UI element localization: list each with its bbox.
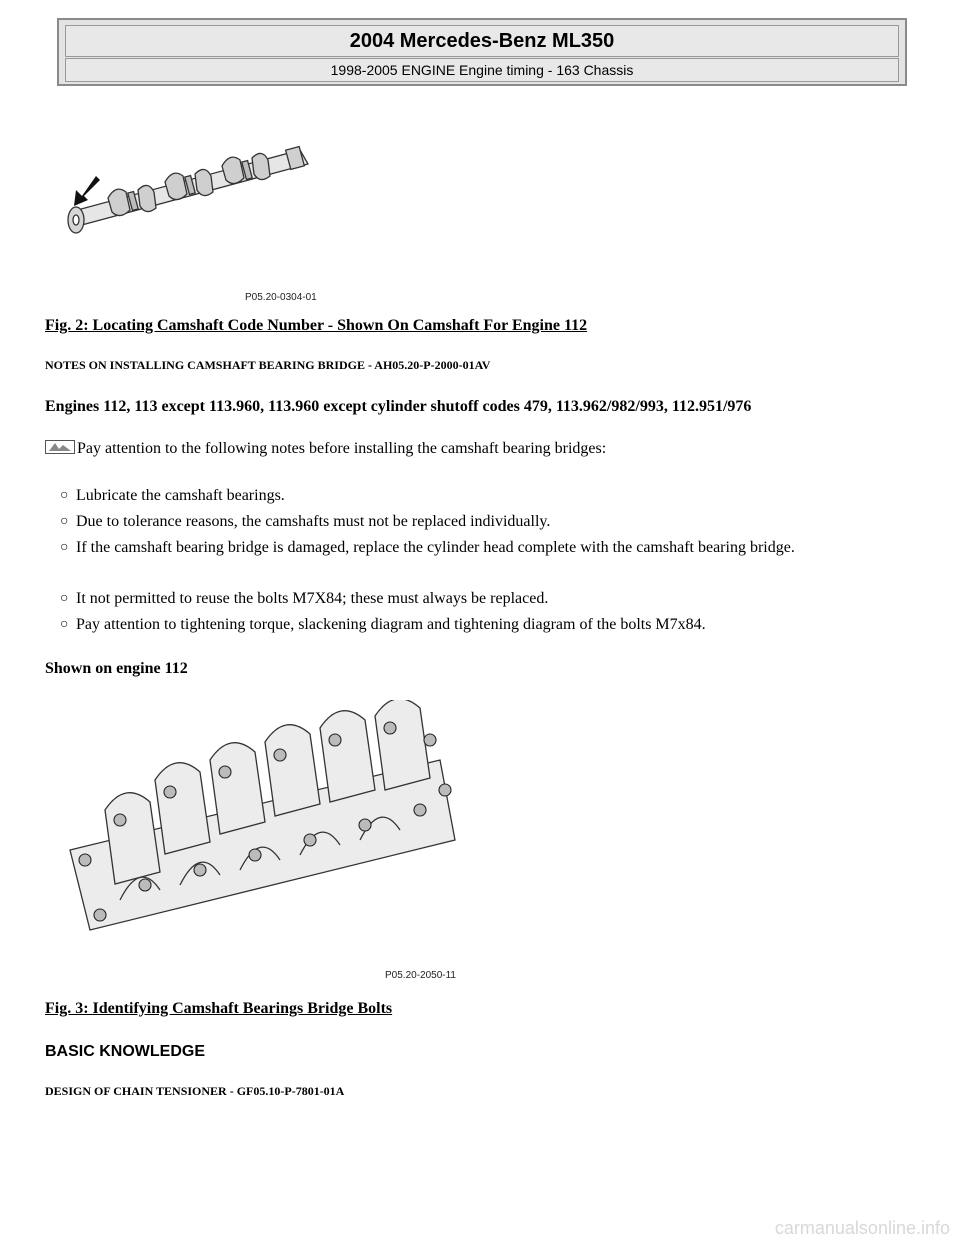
notes-heading: NOTES ON INSTALLING CAMSHAFT BEARING BRIDGE - AH05.20-P-2000-01AV bbox=[45, 358, 491, 372]
fig3-caption: Fig. 3: Identifying Camshaft Bearings Bridge Bolts bbox=[45, 1000, 393, 1017]
notes-icon bbox=[45, 440, 75, 454]
basic-knowledge-heading: BASIC KNOWLEDGE bbox=[45, 1043, 205, 1060]
bullet-item bbox=[60, 512, 910, 532]
document-subtitle: 1998-2005 ENGINE Engine timing - 163 Chassis bbox=[65, 58, 899, 82]
attention-text: Pay attention to the following notes before installing the camshaft bearing bridges: bbox=[77, 440, 607, 457]
bullet-item bbox=[60, 538, 910, 558]
page-header bbox=[57, 18, 907, 86]
figure2-label: P05.20-2050-11 bbox=[385, 970, 456, 981]
bullet-text: It not permitted to reuse the bolts M7X84; these must always be replaced. bbox=[76, 590, 549, 607]
camshaft-figure bbox=[60, 130, 330, 305]
bullet-text: Pay attention to tightening torque, slackening diagram and tightening diagram of the bolts M7x84. bbox=[76, 616, 706, 633]
bullet-icon: ○ bbox=[60, 488, 69, 503]
engines-line: Engines 112, 113 except 113.960, 113.960 except cylinder shutoff codes 479, 113.962/982/993, 112.951/976 bbox=[45, 398, 752, 415]
bullet-icon: ○ bbox=[60, 617, 69, 632]
shown-on-label: Shown on engine 112 bbox=[45, 660, 188, 677]
camshaft-drawing bbox=[60, 130, 330, 305]
bullet-icon: ○ bbox=[60, 540, 69, 555]
bearing-bridge-drawing bbox=[60, 700, 480, 990]
attention-note bbox=[45, 440, 606, 458]
bullet-text: Lubricate the camshaft bearings. bbox=[76, 487, 285, 504]
watermark: carmanualsonline.info bbox=[774, 1218, 950, 1238]
fig2-caption: Fig. 2: Locating Camshaft Code Number - Shown On Camshaft For Engine 112 bbox=[45, 317, 588, 334]
bullet-item bbox=[60, 615, 910, 635]
bullet-icon: ○ bbox=[60, 514, 69, 529]
bullet-item bbox=[60, 589, 910, 609]
document-title: 2004 Mercedes-Benz ML350 bbox=[65, 25, 899, 57]
figure1-label: P05.20-0304-01 bbox=[245, 292, 317, 303]
bullet-text: Due to tolerance reasons, the camshafts must not be replaced individually. bbox=[76, 513, 551, 530]
design-heading: DESIGN OF CHAIN TENSIONER - GF05.10-P-7801-01A bbox=[45, 1084, 345, 1098]
bullet-icon: ○ bbox=[60, 591, 69, 606]
bearing-bridge-figure bbox=[60, 700, 480, 990]
bullet-item bbox=[60, 486, 910, 506]
bullet-text: If the camshaft bearing bridge is damaged, replace the cylinder head complete with the camshaft bearing bridge. bbox=[76, 539, 795, 556]
